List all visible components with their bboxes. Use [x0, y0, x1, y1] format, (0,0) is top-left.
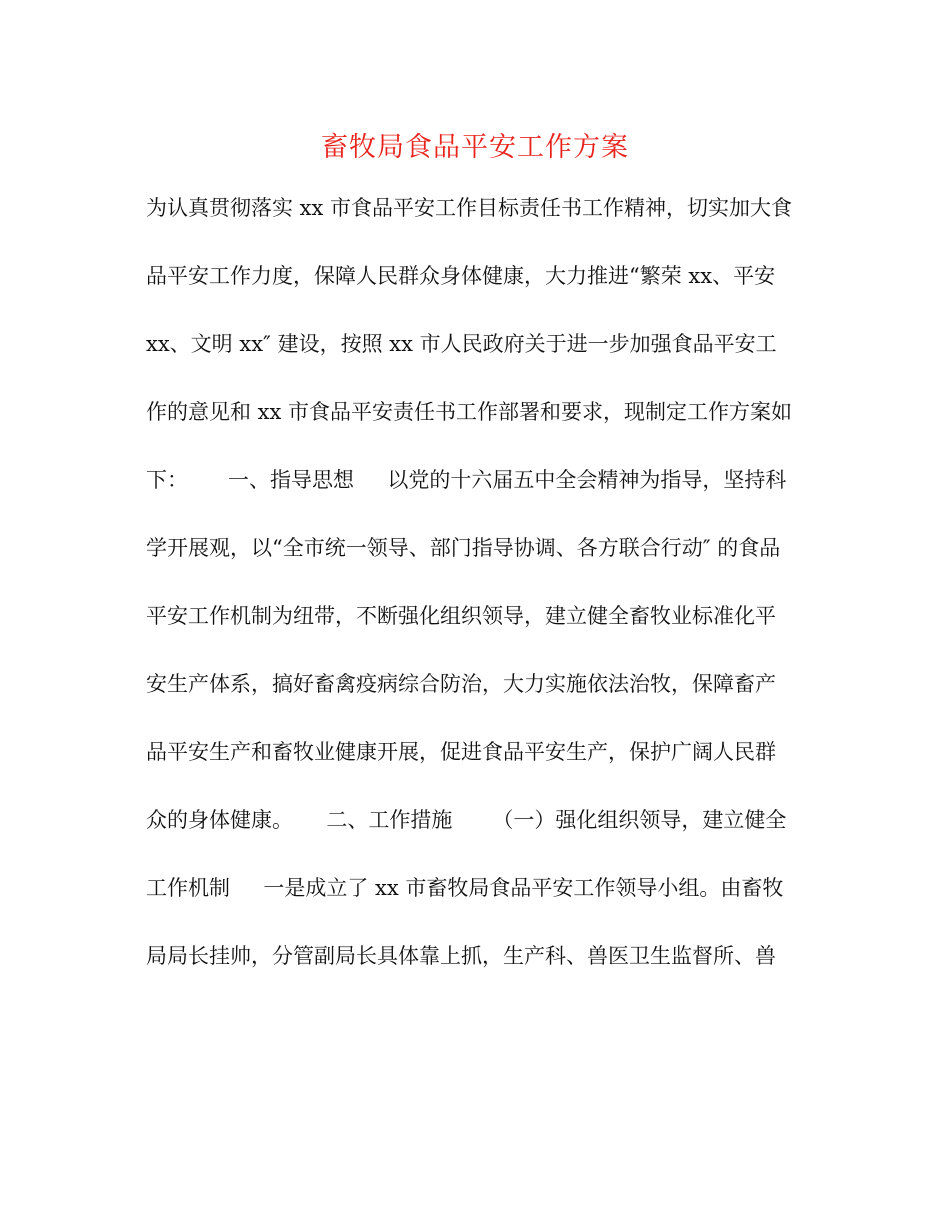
body-line: 下： 一、指导思想 以党的十六届五中全会精神为指导，坚持科	[146, 468, 787, 492]
body-line: 工作机制 一是成立了 xx 市畜牧局食品平安工作领导小组。由畜牧	[146, 876, 784, 900]
body-line: 作的意见和 xx 市食品平安责任书工作部署和要求，现制定工作方案如	[146, 400, 793, 424]
body-line: 局局长挂帅，分管副局长具体靠上抓，生产科、兽医卫生监督所、兽	[146, 944, 776, 968]
document-title: 畜牧局食品平安工作方案	[321, 132, 629, 163]
body-line: xx、文明 xx″ 建设，按照 xx 市人民政府关于进一步加强食品平安工	[146, 332, 777, 356]
body-line: 众的身体健康。 二、工作措施 （一）强化组织领导，建立健全	[146, 808, 787, 832]
body-line: 品平安工作力度，保障人民群众身体健康，大力推进“繁荣 xx、平安	[146, 264, 776, 288]
body-line: 学开展观，以“全市统一领导、部门指导协调、各方联合行动″ 的食品	[146, 536, 781, 560]
body-line: 为认真贯彻落实 xx 市食品平安工作目标责任书工作精神，切实加大食	[146, 196, 793, 220]
body-line: 安生产体系，搞好畜禽疫病综合防治，大力实施依法治牧，保障畜产	[146, 672, 776, 696]
body-line: 品平安生产和畜牧业健康开展，促进食品平安生产，保护广阔人民群	[146, 740, 776, 764]
document-body	[146, 188, 816, 1004]
body-line: 平安工作机制为纽带，不断强化组织领导，建立健全畜牧业标准化平	[146, 604, 776, 628]
